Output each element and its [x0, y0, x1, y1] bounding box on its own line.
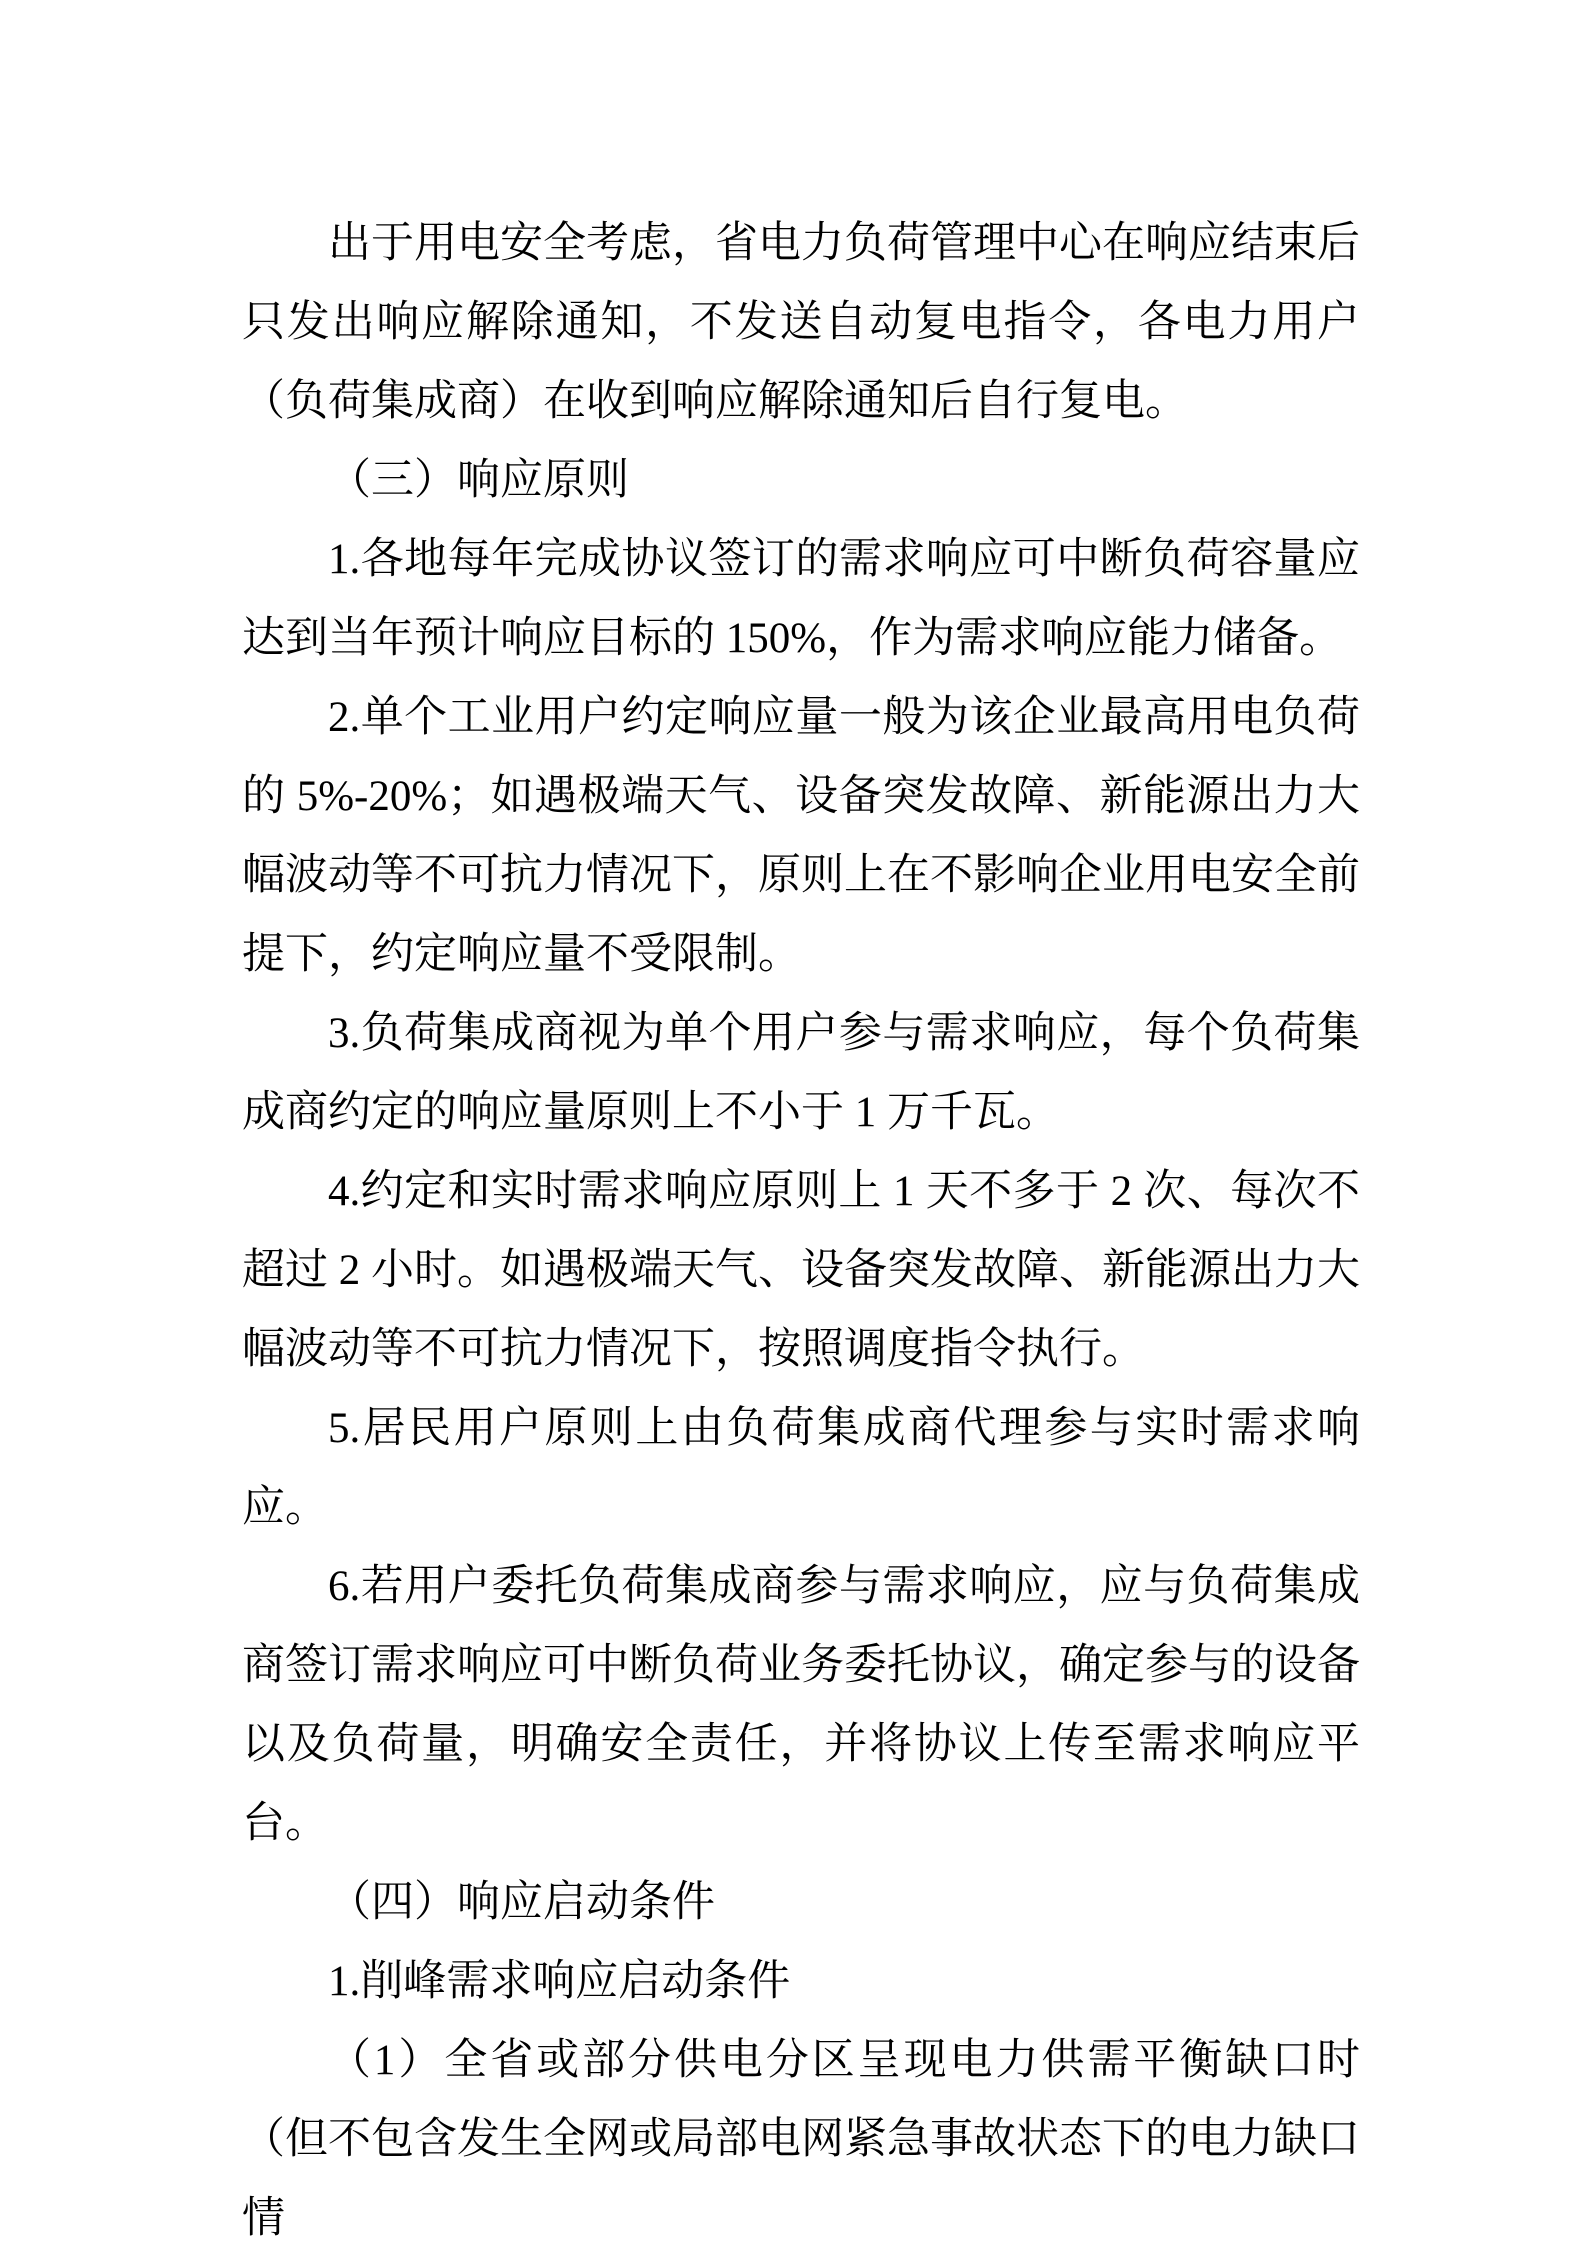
- section-heading: （三）响应原则: [328, 457, 629, 504]
- paragraph: （1）全省或部分供电分区呈现电力供需平衡缺口时（但不包含发生全网或局部电网紧急事故状态下的电力缺口情: [242, 2037, 1360, 2242]
- paragraph: 1.各地每年完成协议签订的需求响应可中断负荷容量应达到当年预计响应目标的 150%，作为需求响应能力储备。: [242, 536, 1360, 662]
- paragraph: 3.负荷集成商视为单个用户参与需求响应，每个负荷集成商约定的响应量原则上不小于 1 万千瓦。: [242, 1010, 1360, 1136]
- paragraph: 4.约定和实时需求响应原则上 1 天不多于 2 次、每次不超过 2 小时。如遇极端天气、设备突发故障、新能源出力大幅波动等不可抗力情况下，按照调度指令执行。: [242, 1168, 1360, 1373]
- paragraph: 5.居民用户原则上由负荷集成商代理参与实时需求响应。: [242, 1405, 1360, 1531]
- section-heading: （四）响应启动条件: [328, 1879, 715, 1926]
- document-text: [242, 204, 1360, 2245]
- paragraph: 6.若用户委托负荷集成商参与需求响应，应与负荷集成商签订需求响应可中断负荷业务委托协议，确定参与的设备以及负荷量，明确安全责任，并将协议上传至需求响应平台。: [242, 1563, 1360, 1847]
- paragraph: 2.单个工业用户约定响应量一般为该企业最高用电负荷的 5%-20%；如遇极端天气、设备突发故障、新能源出力大幅波动等不可抗力情况下，原则上在不影响企业用电安全前提下，约定响应量不受限制。: [242, 694, 1360, 978]
- sub-heading: 1.削峰需求响应启动条件: [328, 1958, 791, 2005]
- paragraph: 出于用电安全考虑，省电力负荷管理中心在响应结束后只发出响应解除通知，不发送自动复电指令，各电力用户（负荷集成商）在收到响应解除通知后自行复电。: [242, 220, 1360, 425]
